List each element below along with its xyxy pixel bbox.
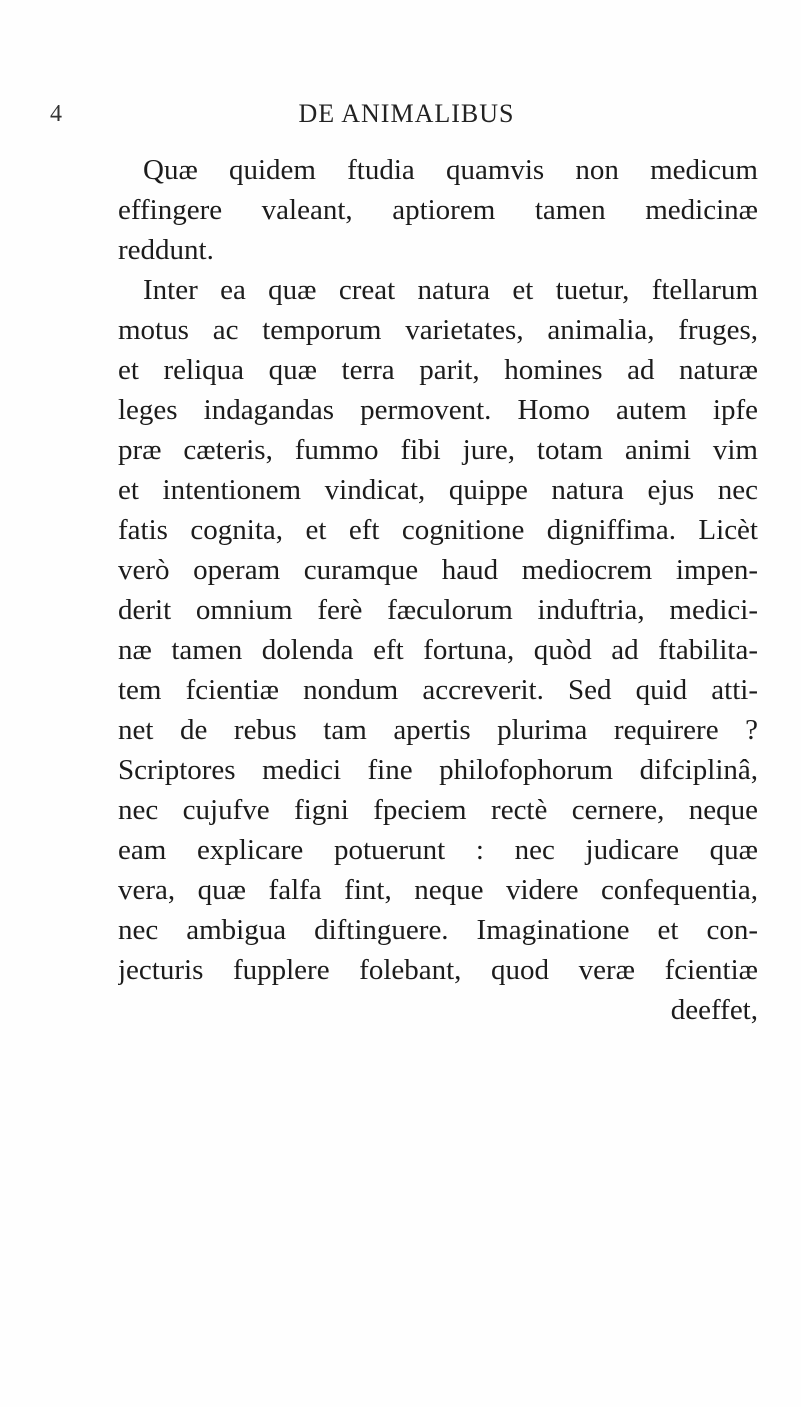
text-line: leges indagandas permovent. Homo autem ipfe [118,394,758,426]
text-line: net de rebus tam apertis plurima requirere ? [118,714,758,746]
text-line: vera, quæ falfa fint, neque videre confequentia, [118,874,758,906]
text-line: nec cujufve figni fpeciem rectè cernere, neque [118,794,758,826]
text-line: reddunt. [118,234,214,266]
text-line: verò operam curamque haud mediocrem impen- [118,554,758,586]
running-head [0,94,801,134]
page-number: 4 [50,101,62,127]
text-line: næ tamen dolenda eft fortuna, quòd ad ftabilita- [118,634,758,666]
paragraph-2 [118,270,758,1030]
paragraph-1 [118,150,758,270]
text-line: et intentionem vindicat, quippe natura ejus nec [118,474,758,506]
catchword: deeffet, [670,994,758,1026]
text-line: eam explicare potuerunt : nec judicare quæ [118,834,758,866]
text-line: fatis cognita, et eft cognitione digniffima. Licèt [118,514,758,546]
text-line: derit omnium ferè fæculorum induftria, medici- [118,594,758,626]
text-line: effingere valeant, aptiorem tamen medicinæ [118,194,758,226]
text-line: tem fcientiæ nondum accreverit. Sed quid atti- [118,674,758,706]
text-line: nec ambigua diftinguere. Imaginatione et con- [118,914,758,946]
text-line: præ cæteris, fummo fibi jure, totam animi vim [118,434,758,466]
text-line: jecturis fupplere folebant, quod veræ fcientiæ [118,954,758,986]
text-line: Quæ quidem ftudia quamvis non medicum [143,154,758,186]
text-line: motus ac temporum varietates, animalia, fruges, [118,314,758,346]
text-line: Scriptores medici fine philofophorum difciplinâ, [118,754,758,786]
text-line: et reliqua quæ terra parit, homines ad naturæ [118,354,758,386]
running-title: DE ANIMALIBUS [298,99,515,128]
text-line: Inter ea quæ creat natura et tuetur, ftellarum [143,274,758,306]
